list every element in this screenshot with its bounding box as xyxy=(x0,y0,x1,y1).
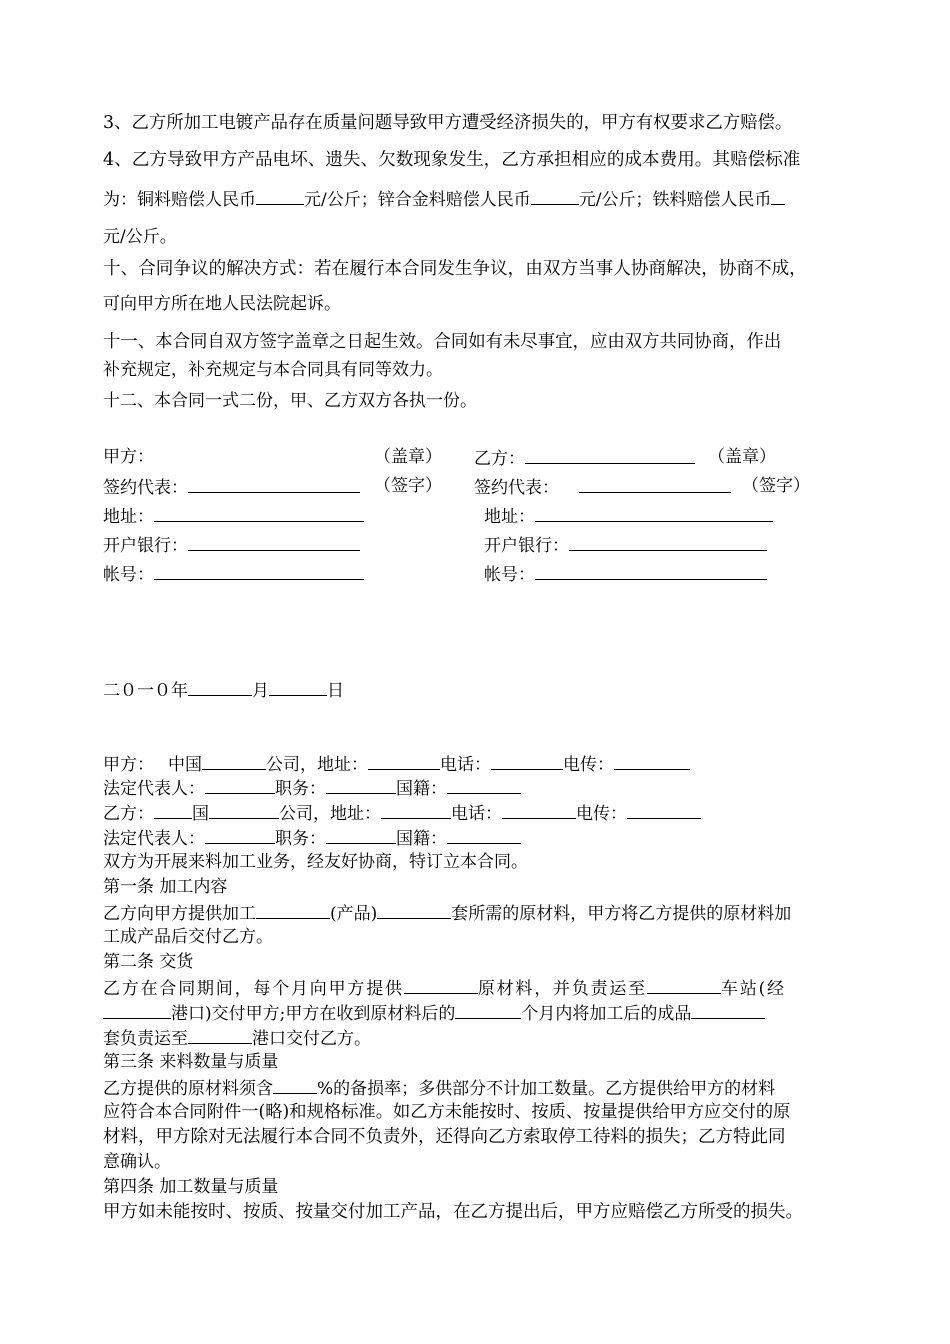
blank-field[interactable] xyxy=(273,1076,317,1094)
month-field[interactable] xyxy=(188,678,252,696)
blank-field[interactable] xyxy=(455,1001,521,1019)
party-b-account-field[interactable] xyxy=(535,562,767,580)
party-a-address: 地址： xyxy=(103,504,364,528)
article-2-line-3: 套负责运至 港口交付乙方。 xyxy=(103,1026,371,1050)
blank-field[interactable] xyxy=(256,187,304,205)
article-1-line-2: 工成产品后交付乙方。 xyxy=(103,927,273,947)
party-b-sign: （签字） xyxy=(742,476,810,496)
article-4-line-1: 甲方如未能按时、按质、按量交付加工产品，在乙方提出后，甲方应赔偿乙方所受的损失。 xyxy=(103,1202,803,1222)
clause-4-zinc: 元/公斤；锌合金料赔偿人民币 xyxy=(304,190,531,210)
article-11-line-2: 补充规定，补充规定与本合同具有同等效力。 xyxy=(103,360,443,380)
party-b-label: 乙方： xyxy=(474,446,695,470)
article-4-title: 第四条 加工数量与质量 xyxy=(103,1177,279,1197)
blank-field[interactable] xyxy=(205,826,275,844)
blank-field[interactable] xyxy=(771,187,785,205)
day-field[interactable] xyxy=(269,678,327,696)
clause-4-line-2 xyxy=(103,187,785,211)
blank-field[interactable] xyxy=(377,901,451,919)
party-a-seal: （盖章） xyxy=(374,447,442,467)
blank-field[interactable] xyxy=(368,752,440,770)
article-12: 十二、本合同一式二份，甲、乙方双方各执一份。 xyxy=(103,391,477,411)
blank-field[interactable] xyxy=(647,976,721,994)
blank-field[interactable] xyxy=(447,826,521,844)
clause-3: 3、乙方所加工电镀产品存在质量问题导致甲方遭受经济损失的，甲方有权要求乙方赔偿。 xyxy=(103,113,793,133)
blank-field[interactable] xyxy=(205,776,275,794)
party-a-account-field[interactable] xyxy=(154,562,364,580)
blank-field[interactable] xyxy=(326,776,396,794)
blank-field[interactable] xyxy=(188,1026,252,1044)
party-b-rep: 签约代表： xyxy=(474,475,731,499)
party-b-account: 帐号： xyxy=(484,562,767,586)
party-b-bank: 开户银行： xyxy=(484,533,767,557)
clause-4-iron: 元/公斤；铁料赔偿人民币 xyxy=(578,190,772,210)
article-10-line-1: 十、合同争议的解决方式：若在履行本合同发生争议，由双方当事人协商解决，协商不成， xyxy=(103,259,807,279)
blank-field[interactable] xyxy=(256,901,330,919)
blank-field[interactable] xyxy=(691,1001,765,1019)
blank-field[interactable] xyxy=(381,801,451,819)
party-a-sign: （签字） xyxy=(374,476,442,496)
party-a-rep-line: 法定代表人： 职务： 国籍： xyxy=(103,776,521,800)
blank-field[interactable] xyxy=(502,801,576,819)
party-a-rep-field[interactable] xyxy=(188,475,360,493)
blank-field[interactable] xyxy=(531,187,579,205)
party-b-address-field[interactable] xyxy=(535,504,773,522)
party-a-bank-field[interactable] xyxy=(188,533,360,551)
party-b-bank-field[interactable] xyxy=(569,533,767,551)
article-3-line-2: 应符合本合同附件一(略)和规格标准。如乙方未能按时、按质、按量提供给甲方应交付的原 xyxy=(103,1102,791,1122)
blank-field[interactable] xyxy=(614,752,690,770)
clause-4-copper: 为：铜料赔偿人民币 xyxy=(103,190,256,210)
blank-field[interactable] xyxy=(202,752,266,770)
party-b-rep-field[interactable] xyxy=(579,475,731,493)
party-a-label: 甲方： xyxy=(103,447,154,467)
party-b-seal: （盖章） xyxy=(708,447,776,467)
blank-field[interactable] xyxy=(154,801,192,819)
party-b-info-line: 乙方： 国 公司，地址： 电话： 电传： xyxy=(103,801,701,825)
party-b-name-field[interactable] xyxy=(525,446,695,464)
article-3-title: 第三条 来料数量与质量 xyxy=(103,1052,279,1072)
article-3-line-4: 意确认。 xyxy=(103,1152,171,1172)
article-2-line-1: 乙方在合同期间，每个月向甲方提供 原材料，并负责运至 车站(经 xyxy=(103,976,786,1000)
date-year: 二０一０年 xyxy=(103,681,188,701)
clause-4-line-1: 4、乙方导致甲方产品电坏、遗失、欠数现象发生，乙方承担相应的成本费用。其赔偿标准 xyxy=(103,150,801,170)
article-3-line-1: 乙方提供的原材料须含 %的备损率；多供部分不计加工数量。乙方提供给甲方的材料 xyxy=(103,1076,775,1100)
party-a-info-line: 甲方： 中国 公司，地址： 电话： 电传： xyxy=(103,752,690,776)
party-a-rep: 签约代表： xyxy=(103,475,360,499)
date-day: 日 xyxy=(327,681,344,701)
article-2-title: 第二条 交货 xyxy=(103,952,194,972)
article-10-line-2: 可向甲方所在地人民法院起诉。 xyxy=(103,294,341,314)
date-month: 月 xyxy=(252,681,269,701)
blank-field[interactable] xyxy=(491,752,563,770)
party-a-address-field[interactable] xyxy=(154,504,364,522)
article-11-line-1: 十一、本合同自双方签字盖章之日起生效。合同如有未尽事宜，应由双方共同协商，作出 xyxy=(103,332,782,352)
intro-line: 双方为开展来料加工业务，经友好协商，特订立本合同。 xyxy=(103,852,528,872)
party-b-address: 地址： xyxy=(484,504,773,528)
date-line xyxy=(103,678,344,702)
article-2-line-2: 港口)交付甲方;甲方在收到原材料后的 个月内将加工后的成品 xyxy=(103,1001,765,1025)
party-a-account: 帐号： xyxy=(103,562,364,586)
article-3-line-3: 材料，甲方除对无法履行本合同不负责外，还得向乙方索取停工待料的损失；乙方特此同 xyxy=(103,1127,786,1147)
blank-field[interactable] xyxy=(103,1001,171,1019)
article-1-line-1: 乙方向甲方提供加工 (产品) 套所需的原材料，甲方将乙方提供的原材料加 xyxy=(103,901,791,925)
blank-field[interactable] xyxy=(627,801,701,819)
blank-field[interactable] xyxy=(326,826,396,844)
party-a-bank: 开户银行： xyxy=(103,533,360,557)
blank-field[interactable] xyxy=(209,801,279,819)
blank-field[interactable] xyxy=(404,976,478,994)
blank-field[interactable] xyxy=(447,776,521,794)
party-b-rep-line: 法定代表人： 职务： 国籍： xyxy=(103,826,521,850)
clause-4-line-3: 元/公斤。 xyxy=(103,227,177,247)
article-1-title: 第一条 加工内容 xyxy=(103,877,228,897)
